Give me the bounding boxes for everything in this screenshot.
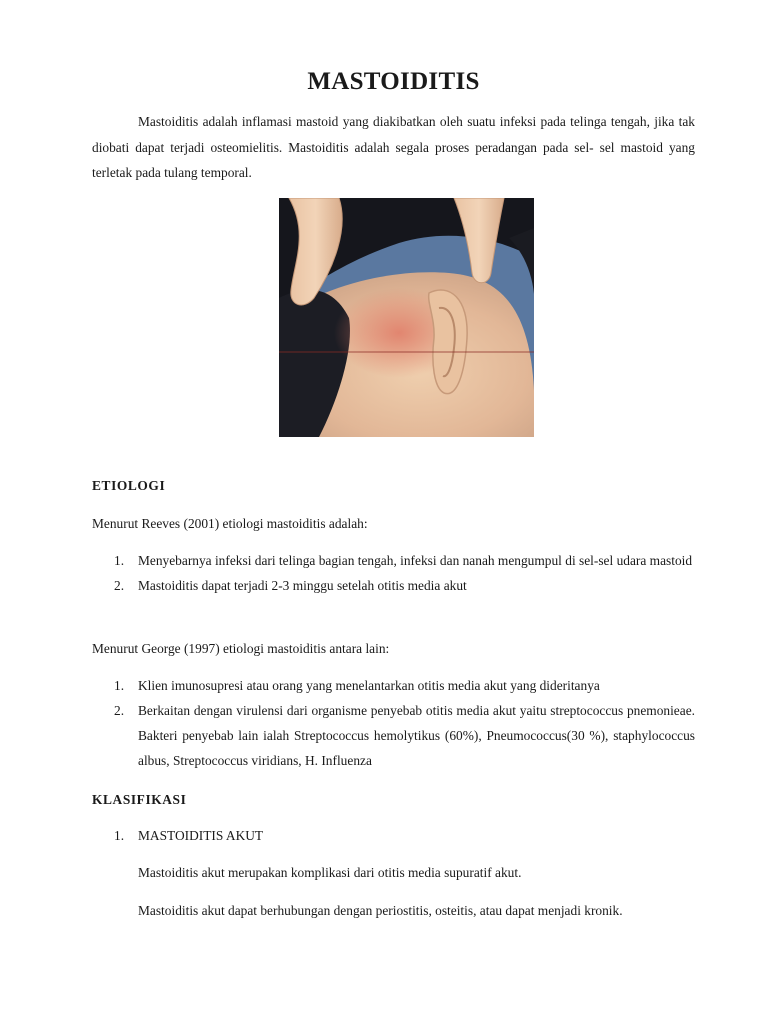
reeves-intro: Menurut Reeves (2001) etiologi mastoiditis adalah: — [92, 516, 368, 531]
klasifikasi-heading: KLASIFIKASI — [92, 792, 187, 807]
list-item-text: MASTOIDITIS AKUT — [138, 828, 264, 843]
list-item-text: Klien imunosupresi atau orang yang menelantarkan otitis media akut yang dideritanya — [138, 678, 600, 693]
list-item — [92, 573, 695, 598]
list-item-text: Menyebarnya infeksi dari telinga bagian tengah, infeksi dan nanah mengumpul di sel-sel udara mastoid — [138, 553, 693, 568]
mastoiditis-photo — [279, 198, 534, 437]
list-number: 1. — [114, 828, 125, 843]
etiologi-heading: ETIOLOGI — [92, 478, 166, 493]
list-number: 2. — [114, 703, 125, 718]
document-title: MASTOIDITIS — [307, 68, 480, 95]
mastoiditis-akut-paragraph-1: Mastoiditis akut merupakan komplikasi dari otitis media supuratif akut. — [138, 865, 522, 880]
list-item — [92, 673, 695, 698]
intro-paragraph: Mastoiditis adalah inflamasi mastoid yang diakibatkan oleh suatu infeksi pada telinga tengah, jika tak diobati dapat terjadi osteomielitis. Mastoiditis adalah segala proses peradangan pada sel- sel mastoid yang terletak pada tulang temporal. — [92, 114, 695, 180]
list-item — [92, 823, 695, 848]
list-number: 1. — [114, 678, 125, 693]
list-item-text: Berkaitan dengan virulensi dari organisme penyebab otitis media akut yaitu streptococcus pnemonieae. Bakteri penyebab lain ialah Streptococcus hemolytikus (60%), Pneumococcus(30 %), staphylococcus albus, Streptococcus viridians, H. Influenza — [138, 703, 695, 768]
mastoiditis-akut-paragraph-2: Mastoiditis akut dapat berhubungan dengan periostitis, osteitis, atau dapat menjadi kronik. — [138, 903, 623, 918]
klasifikasi-list — [92, 823, 695, 848]
george-list — [92, 673, 695, 773]
photo-illustration — [279, 198, 534, 437]
george-intro: Menurut George (1997) etiologi mastoiditis antara lain: — [92, 641, 390, 656]
list-number: 2. — [114, 578, 125, 593]
list-item-text: Mastoiditis dapat terjadi 2-3 minggu setelah otitis media akut — [138, 578, 467, 593]
list-number: 1. — [114, 553, 125, 568]
list-item — [92, 548, 695, 573]
reeves-list — [92, 548, 695, 598]
list-item — [92, 698, 695, 773]
